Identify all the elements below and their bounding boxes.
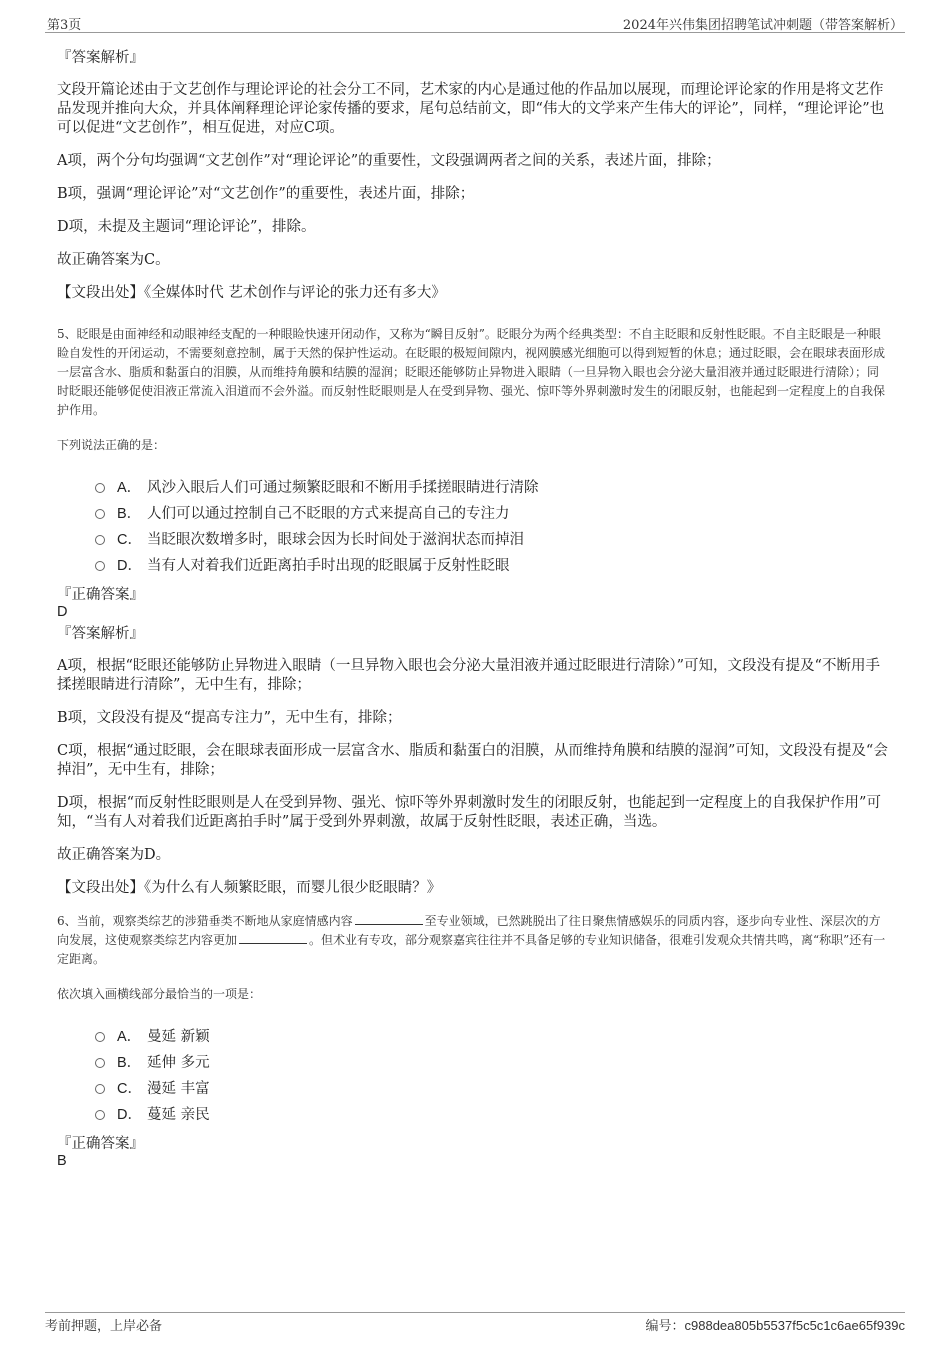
radio-icon[interactable] [95,535,105,545]
page-footer [45,1312,905,1333]
q5-options [95,473,890,577]
page-header [45,12,905,33]
q6-answer: B [57,1153,67,1169]
q5-analysis-conclusion: 故正确答案为D。 [57,847,171,863]
q6-option-b[interactable]: B． 延伸 多元 [95,1048,890,1074]
footer-slogan: 考前押题，上岸必备 [45,1319,163,1334]
radio-icon[interactable] [95,483,105,493]
q5-analysis-c: C项，根据“通过眨眼，会在眼球表面形成一层富含水、脂质和黏蛋白的泪膜，从而维持角膜和结膜的湿润”可知，文段没有提及“会掉泪”，无中生有，排除； [57,743,888,778]
main-content [57,44,890,1169]
q4-analysis-p1: 文段开篇论述由于文艺创作与理论评论的社会分工不同，艺术家的内心是通过他的作品加以展现，而理论评论家的作用是将文艺作品发现并推向大众，并具体阐释理论评论家传播的要求，尾句总结前文，即“伟大的文学来产生伟大的评论”，同样，“理论评论”也可以促进“文艺创作”，相互促进，对应C项。 [57,82,885,136]
q4-analysis-label: 『答案解析』 [57,50,144,66]
document-title: 2024年兴伟集团招聘笔试冲刺题（带答案解析） [622,18,903,33]
radio-icon[interactable] [95,1110,105,1120]
q5-prompt: 下列说法正确的是： [57,438,166,452]
q5-source: 【文段出处】《为什么有人频繁眨眼，而婴儿很少眨眼睛？》 [57,880,442,896]
q5-analysis-d: D项，根据“而反射性眨眼则是人在受到异物、强光、惊吓等外界刺激时发生的闭眼反射，也能起到一定程度上的自我保护作用”可知，“当有人对着我们近距离拍手时”属于受到外界刺激，故属于反射性眨眼，表述正确，当选。 [57,795,881,830]
radio-icon[interactable] [95,1084,105,1094]
q4-analysis-p2: A项，两个分句均强调“文艺创作”对“理论评论”的重要性，文段强调两者之间的关系，表述片面，排除； [57,153,721,169]
radio-icon[interactable] [95,561,105,571]
q5-option-b[interactable]: B． 人们可以通过控制自己不眨眼的方式来提高自己的专注力 [95,499,890,525]
q4-analysis [57,46,890,303]
page-number: 第3页 [47,18,82,33]
q4-analysis-p4: D项，未提及主题词“理论评论”，排除。 [57,219,316,235]
q5-analysis-a: A项，根据“眨眼还能够防止异物进入眼睛（一旦异物入眼也会分泌大量泪液并通过眨眼进行清除）”可知，文段没有提及“不断用手揉搓眼睛进行清除”，无中生有，排除； [57,658,880,693]
radio-icon[interactable] [95,509,105,519]
q6-options [95,1022,890,1126]
q4-analysis-conclusion: 故正确答案为C。 [57,252,170,268]
radio-icon[interactable] [95,1032,105,1042]
q5-analysis-label: 『答案解析』 [57,626,144,642]
radio-icon[interactable] [95,1058,105,1068]
document-code: 编号：c988dea805b5537f5c5c1c6ae65f939c [645,1318,905,1334]
q5-answer: D [57,604,68,620]
q6-stem: 6、当前，观察类综艺的涉猎垂类不断地从家庭情感内容 至专业领域，已然跳脱出了往日聚焦情感娱乐的同质内容，逐步向专业性、深层次的方向发展，这使观察类综艺内容更加 。但术业有专攻，部分观察嘉宾往往并不具备足够的专业知识储备，很难引发观众共情共鸣，离“称职”还有一定距离。 [57,914,886,966]
q6-option-c[interactable]: C． 漫延 丰富 [95,1074,890,1100]
blank-1 [355,912,423,925]
q5-analysis-b: B项，文段没有提及“提高专注力”，无中生有，排除； [57,710,402,726]
q5-answer-label: 『正确答案』 [57,587,144,603]
q4-analysis-p3: B项，强调“理论评论”对“文艺创作”的重要性，表述片面，排除； [57,186,475,202]
q4-source: 【文段出处】《全媒体时代 艺术创作与评论的张力还有多大》 [57,285,446,301]
blank-2 [239,931,307,944]
question-5 [57,325,890,898]
question-6 [57,912,890,1169]
q5-stem: 5、眨眼是由面神经和动眼神经支配的一种眼睑快速开闭动作，又称为“瞬目反射”。眨眼分为两个经典类型：不自主眨眼和反射性眨眼。不自主眨眼是一种眼睑自发性的开闭运动，不需要刻意控制，属于天然的保护性运动。在眨眼的极短间隙内，视网膜感光细胞可以得到短暂的休息；通过眨眼，会在眼球表面形成一层富含水、脂质和黏蛋白的泪膜，从而维持角膜和结膜的湿润；眨眼还能够防止异物进入眼睛（一旦异物入眼也会分泌大量泪液并通过眨眼进行清除）；同时眨眼还能够促使泪液正常流入泪道而不会外溢。而反射性眨眼则是人在受到异物、强光、惊吓等外界刺激时发生的闭眼反射，也能起到一定程度上的自我保护作用。 [57,327,886,417]
q6-prompt: 依次填入画横线部分最恰当的一项是： [57,987,262,1001]
q5-option-d[interactable]: D． 当有人对着我们近距离拍手时出现的眨眼属于反射性眨眼 [95,551,890,577]
q6-option-a[interactable]: A． 曼延 新颖 [95,1022,890,1048]
q6-answer-label: 『正确答案』 [57,1136,144,1152]
q6-option-d[interactable]: D． 蔓延 亲民 [95,1100,890,1126]
q5-option-c[interactable]: C． 当眨眼次数增多时，眼球会因为长时间处于滋润状态而掉泪 [95,525,890,551]
q5-option-a[interactable]: A． 风沙入眼后人们可通过频繁眨眼和不断用手揉搓眼睛进行清除 [95,473,890,499]
